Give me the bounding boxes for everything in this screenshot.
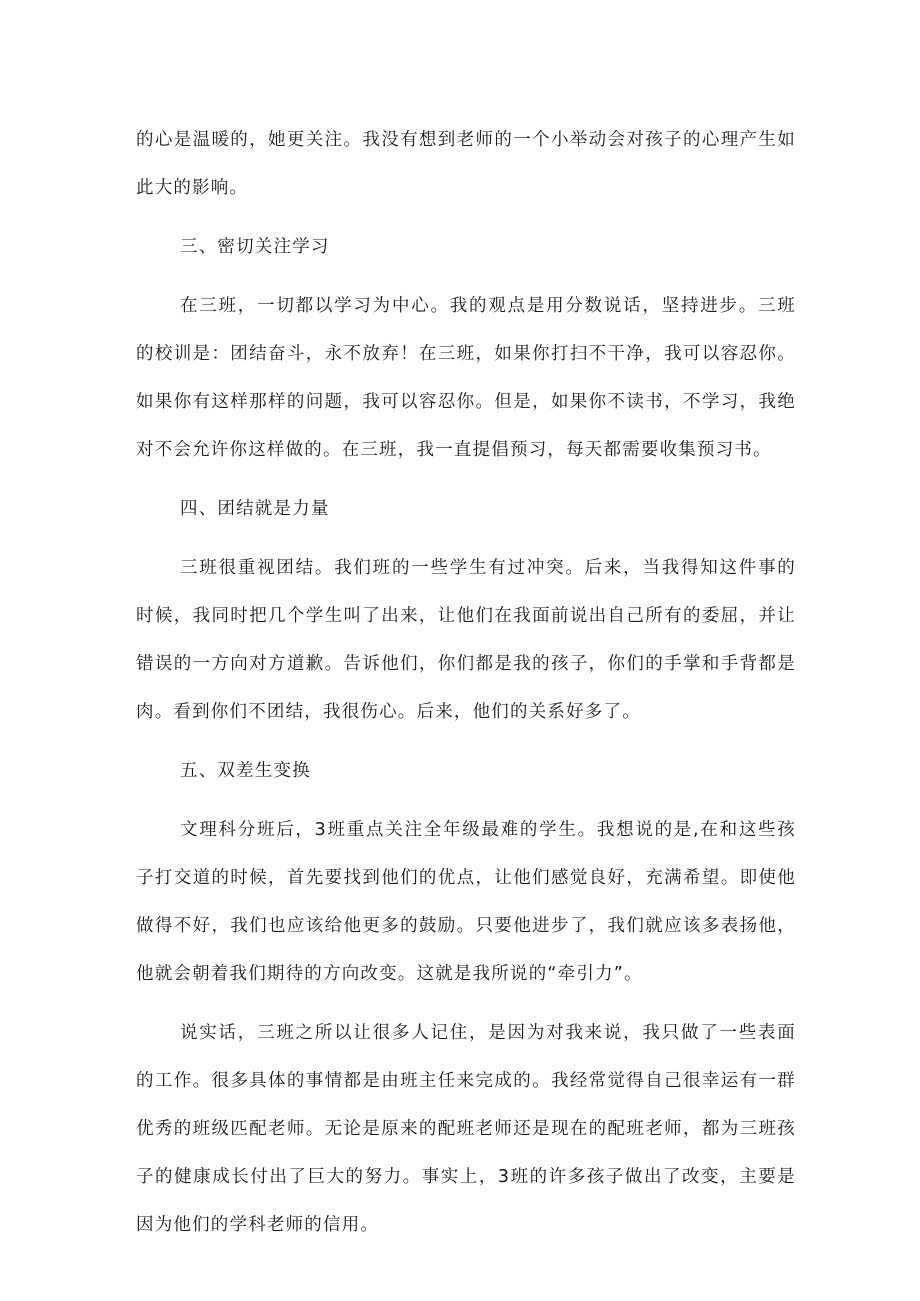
document-body (136, 116, 796, 1249)
paragraph-continuation: 的心是温暖的，她更关注。我没有想到老师的一个小举动会对孩子的心理产生如此大的影响。 (136, 130, 796, 198)
section-heading-4: 四、团结就是力量 (180, 499, 330, 519)
paragraph-study-focus: 在三班，一切都以学习为中心。我的观点是用分数说话，坚持进步。三班的校训是：团结奋斗，永不放弃！在三班，如果你打扫不干净，我可以容忍你。如果你有这样那样的问题，我可以容忍你。但是，如果你不读书，不学习，我绝对不会允许你这样做的。在三班，我一直提倡预习，每天都需要收集预习书。 (136, 296, 796, 460)
paragraph-struggling-students: 文理科分班后，3班重点关注全年级最难的学生。我想说的是,在和这些孩子打交道的时候，首先要找到他们的优点，让他们感觉良好，充满希望。即使他做得不好，我们也应该给他更多的鼓励。只要他进步了，我们就应该多表扬他，他就会朝着我们期待的方向改变。这就是我所说的“牵引力”。 (136, 820, 796, 984)
paragraph-unity: 三班很重视团结。我们班的一些学生有过冲突。后来，当我得知这件事的时候，我同时把几个学生叫了出来，让他们在我面前说出自己所有的委屈，并让错误的一方向对方道歉。告诉他们，你们都是我的孩子，你们的手掌和手背都是肉。看到你们不团结，我很伤心。后来，他们的关系好多了。 (136, 558, 796, 722)
section-heading-3: 三、密切关注学习 (180, 237, 330, 257)
paragraph-conclusion: 说实话，三班之所以让很多人记住，是因为对我来说，我只做了一些表面的工作。很多具体的事情都是由班主任来完成的。我经常觉得自己很幸运有一群优秀的班级匹配老师。无论是原来的配班老师还是现在的配班老师，都为三班孩子的健康成长付出了巨大的努力。事实上，3班的许多孩子做出了改变，主要是因为他们的学科老师的信用。 (136, 1023, 796, 1235)
section-heading-5: 五、双差生变换 (180, 761, 311, 781)
